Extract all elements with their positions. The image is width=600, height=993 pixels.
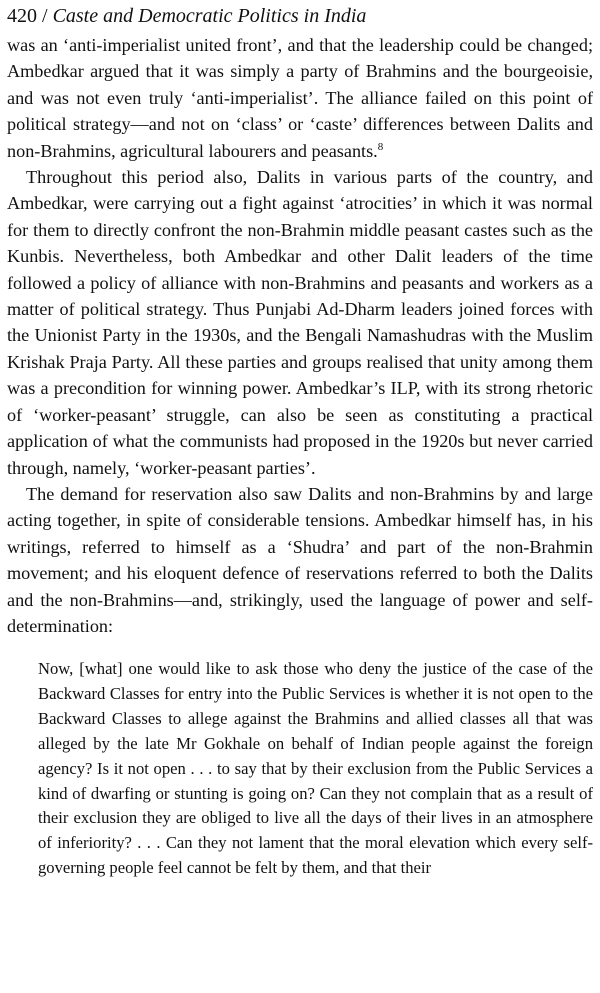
body-text	[7, 32, 593, 639]
paragraph-2: Throughout this period also, Dalits in various parts of the country, and Ambedkar, were carrying out a fight against ‘atrocities’ in which it was normal for them to directly confront the non-Brahmin middle peasant castes such as the Kunbis. Nevertheless, both Ambedkar and other Dalit leaders of the time followed a policy of alliance with non-Brahmins and peasants and workers as a matter of political strategy. Thus Punjabi Ad-Dharm leaders joined forces with the Unionist Party in the 1930s, and the Bengali Namashudras with the Muslim Krishak Praja Party. All these parties and groups realised that unity among them was a precondition for winning power. Ambedkar’s ILP, with its strong rhetoric of ‘worker-peasant’ struggle, can also be seen as constituting a practical application of what the communists had proposed in the 1920s but never carried through, namely, ‘worker-peasant parties’.	[7, 167, 593, 478]
block-quote	[38, 657, 593, 881]
page-number: 420	[7, 5, 37, 27]
paragraph-3: The demand for reservation also saw Dalits and non-Brahmins by and large acting together, in spite of considerable tensions. Ambedkar himself has, in his writings, referred to himself as a ‘Shudra’ and part of the non-Brahmin movement; and his eloquent defence of reservations referred to both the Dalits and the non-Brahmins—and, strikingly, used the language of power and self-determination:	[7, 483, 593, 636]
header-separator: /	[42, 5, 53, 27]
footnote-marker: 8	[377, 140, 384, 153]
paragraph-1	[7, 32, 593, 164]
running-title: Caste and Democratic Politics in India	[52, 5, 367, 27]
running-header	[7, 3, 597, 29]
block-quote-text: Now, [what] one would like to ask those who deny the justice of the case of the Backward Classes for entry into the Public Services is whether it is not open to the Backward Classes to allege against the Brahmins and allied classes all that was alleged by the late Mr Gokhale on behalf of Indian people against the foreign agency? Is it not open . . . to say that by their exclusion from the Public Services a kind of dwarfing or stunting is going on? Can they not complain that as a result of their exclusion they are obliged to live all the days of their lives in an atmosphere of inferiority? . . . Can they not lament that the moral elevation which every self-governing people feel cannot be felt by them, and that their	[38, 659, 593, 878]
paragraph-1-text: was an ‘anti-imperialist united front’, and that the leadership could be changed; Ambedkar argued that it was simply a party of Brahmins and the bourgeoisie, and was not even truly ‘anti-imperialist’. The alliance failed on this point of political strategy—and not on ‘class’ or ‘caste’ differences between Dalits and non-Brahmins, agricultural labourers and peasants.	[7, 35, 593, 161]
